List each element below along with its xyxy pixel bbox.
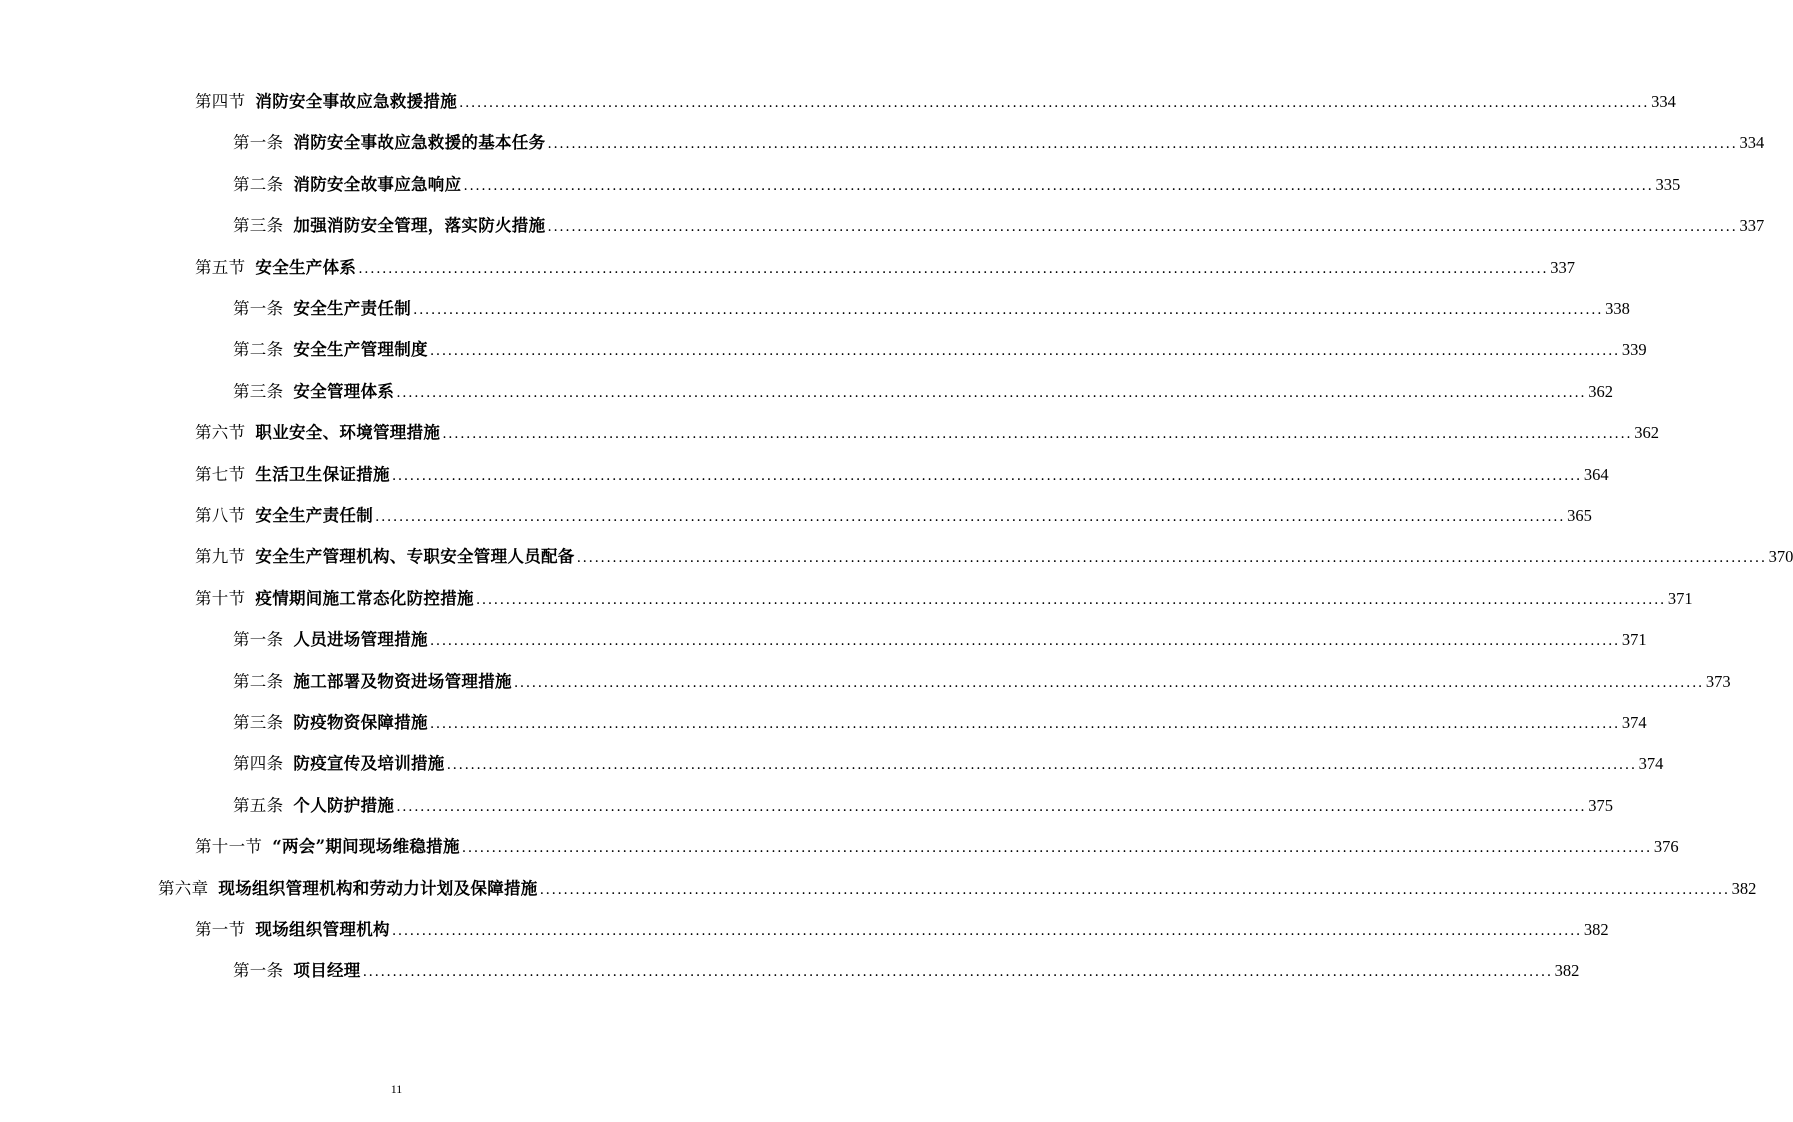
- toc-entry-page: 382: [1731, 878, 1757, 898]
- toc-entry-number: 第二条: [233, 340, 284, 360]
- toc-entry-number: 第六节: [195, 423, 246, 443]
- toc-entry-title: 安全生产管理制度: [293, 340, 428, 360]
- toc-leader-dots: ........................................................................................................................................................................................................: [463, 177, 1654, 194]
- toc-leader-dots: ........................................................................................................................................................................................................: [442, 426, 1633, 443]
- toc-entry-number: 第五节: [195, 257, 246, 277]
- toc-entry-title: 加强消防安全管理，落实防火措施: [293, 216, 546, 236]
- toc-entry-page: 376: [1653, 837, 1679, 857]
- toc-entry-number: 第七节: [195, 464, 246, 484]
- toc-entry-number: 第三条: [233, 381, 284, 401]
- toc-entry-title: 项目经理: [293, 961, 361, 981]
- toc-leader-dots: ........................................................................................................................................................................................................: [396, 384, 1587, 401]
- toc-entry[interactable]: [233, 959, 1580, 983]
- toc-entry-number: 第一条: [233, 133, 284, 153]
- toc-entry-page: 362: [1634, 423, 1660, 443]
- toc-leader-dots: ........................................................................................................................................................................................................: [375, 509, 1566, 525]
- toc-entry-title: 防疫宣传及培训措施: [293, 754, 445, 774]
- toc-leader-dots: ........................................................................................................................................................................................................: [396, 798, 1587, 815]
- toc-entry[interactable]: [233, 380, 1614, 404]
- toc-entry-page: 365: [1567, 506, 1592, 525]
- toc-entry-page: 370: [1768, 547, 1793, 567]
- toc-entry-page: 334: [1739, 133, 1765, 153]
- toc-leader-dots: ........................................................................................................................................................................................................: [413, 302, 1604, 318]
- toc-entry-number: 第九节: [195, 547, 246, 567]
- toc-entry[interactable]: [195, 545, 1793, 569]
- toc-entry-number: 第四节: [195, 92, 246, 111]
- toc-entry-number: 第十节: [195, 588, 246, 608]
- toc-entry-number: 第二条: [233, 174, 284, 194]
- toc-entry[interactable]: [233, 131, 1765, 155]
- toc-entry-title: 个人防护措施: [293, 795, 395, 815]
- toc-leader-dots: ........................................................................................................................................................................................................: [475, 591, 1666, 608]
- toc-entry[interactable]: [195, 504, 1592, 528]
- toc-entry-title: 防疫物资保障措施: [293, 713, 428, 732]
- toc-entry-page: 338: [1605, 299, 1630, 318]
- toc-entry[interactable]: [158, 877, 1757, 901]
- toc-entry-title: 安全管理体系: [293, 381, 395, 401]
- page-number: 11: [390, 1082, 403, 1096]
- toc-entry-number: 第一条: [233, 630, 284, 650]
- toc-leader-dots: ........................................................................................................................................................................................................: [446, 757, 1637, 774]
- toc-entry[interactable]: [195, 90, 1676, 114]
- toc-entry-page: 339: [1621, 340, 1647, 360]
- toc-entry[interactable]: [195, 463, 1609, 487]
- toc-leader-dots: ........................................................................................................................................................................................................: [547, 136, 1738, 153]
- toc-leader-dots: ........................................................................................................................................................................................................: [429, 343, 1620, 360]
- toc-entry-page: 334: [1651, 92, 1676, 111]
- toc-entry[interactable]: [195, 587, 1693, 611]
- toc-leader-dots: ........................................................................................................................................................................................................: [429, 633, 1620, 650]
- toc-entry-number: 第三条: [233, 713, 284, 732]
- toc-entry-page: 362: [1588, 381, 1614, 401]
- toc-entry-title: 安全生产管理机构、专职安全管理人员配备: [255, 547, 575, 567]
- toc-leader-dots: ........................................................................................................................................................................................................: [391, 467, 1582, 484]
- toc-entry-title: 疫情期间施工常态化防控措施: [255, 588, 474, 608]
- toc-entry[interactable]: [233, 297, 1630, 321]
- toc-entry-number: 第三条: [233, 216, 284, 236]
- toc-entry-number: 第五条: [233, 795, 284, 815]
- toc-entry-number: 第四条: [233, 754, 284, 774]
- toc-entry-number: 第一条: [233, 299, 284, 318]
- toc-entry-number: 第一节: [195, 920, 246, 939]
- toc-entry[interactable]: [233, 711, 1647, 735]
- toc-entry-title: 安全生产体系: [255, 257, 357, 277]
- toc-entry-page: 382: [1583, 920, 1609, 939]
- toc-entry-page: 373: [1705, 671, 1731, 691]
- toc-entry[interactable]: [233, 670, 1731, 694]
- toc-entry-title: 职业安全、环境管理措施: [255, 423, 441, 443]
- toc-leader-dots: ........................................................................................................................................................................................................: [429, 716, 1620, 732]
- toc-entry-page: 382: [1554, 961, 1580, 981]
- toc-leader-dots: ........................................................................................................................................................................................................: [459, 95, 1650, 111]
- toc-entry[interactable]: [233, 752, 1664, 776]
- toc-entry[interactable]: [233, 214, 1765, 238]
- toc-entry[interactable]: [195, 835, 1679, 859]
- toc-entry-number: 第一条: [233, 961, 284, 981]
- toc-entry[interactable]: [233, 173, 1681, 197]
- toc-entry-title: 消防安全事故应急救援的基本任务: [293, 133, 546, 153]
- toc-entry-number: 第六章: [158, 878, 209, 898]
- toc-leader-dots: ........................................................................................................................................................................................................: [513, 674, 1704, 691]
- toc-entry-title: 消防安全故事应急响应: [293, 174, 462, 194]
- toc-entry[interactable]: [195, 256, 1576, 280]
- toc-entry-number: 第二条: [233, 671, 284, 691]
- toc-entry-page: 375: [1588, 795, 1614, 815]
- toc-entry-title: 施工部署及物资进场管理措施: [293, 671, 512, 691]
- toc-entry-title: 生活卫生保证措施: [255, 464, 390, 484]
- toc-entry-title: 现场组织管理机构和劳动力计划及保障措施: [218, 878, 538, 898]
- toc-entry-title: 安全生产责任制: [255, 506, 374, 525]
- toc-entry[interactable]: [233, 794, 1614, 818]
- toc-leader-dots: ........................................................................................................................................................................................................: [461, 840, 1652, 857]
- toc-leader-dots: ........................................................................................................................................................................................................: [391, 923, 1582, 939]
- toc-entry[interactable]: [195, 918, 1609, 942]
- toc-entry-page: 364: [1583, 464, 1609, 484]
- toc-entry-title: “两会”期间现场维稳措施: [272, 837, 460, 857]
- toc-entry[interactable]: [233, 628, 1647, 652]
- toc-leader-dots: ........................................................................................................................................................................................................: [547, 219, 1738, 236]
- toc-entry-page: 371: [1621, 630, 1647, 650]
- toc-entry-page: 374: [1638, 754, 1664, 774]
- toc-leader-dots: ........................................................................................................................................................................................................: [539, 881, 1730, 898]
- toc-entry-number: 第八节: [195, 506, 246, 525]
- toc-leader-dots: ........................................................................................................................................................................................................: [358, 260, 1549, 277]
- toc-entry[interactable]: [195, 421, 1660, 445]
- toc-entry-page: 374: [1621, 713, 1647, 732]
- toc-entry-page: 337: [1739, 216, 1765, 236]
- toc-leader-dots: ........................................................................................................................................................................................................: [362, 964, 1553, 981]
- toc-entry-title: 现场组织管理机构: [255, 920, 390, 939]
- toc-entry-page: 337: [1550, 257, 1576, 277]
- toc-entry-number: 第十一节: [195, 837, 263, 857]
- toc-entry-page: 371: [1667, 588, 1693, 608]
- toc-entry-title: 安全生产责任制: [293, 299, 412, 318]
- toc-entry[interactable]: [233, 338, 1647, 362]
- toc-entry-title: 消防安全事故应急救援措施: [255, 92, 458, 111]
- toc-leader-dots: ........................................................................................................................................................................................................: [576, 550, 1767, 567]
- toc-entry-title: 人员进场管理措施: [293, 630, 428, 650]
- toc-entry-page: 335: [1655, 174, 1681, 194]
